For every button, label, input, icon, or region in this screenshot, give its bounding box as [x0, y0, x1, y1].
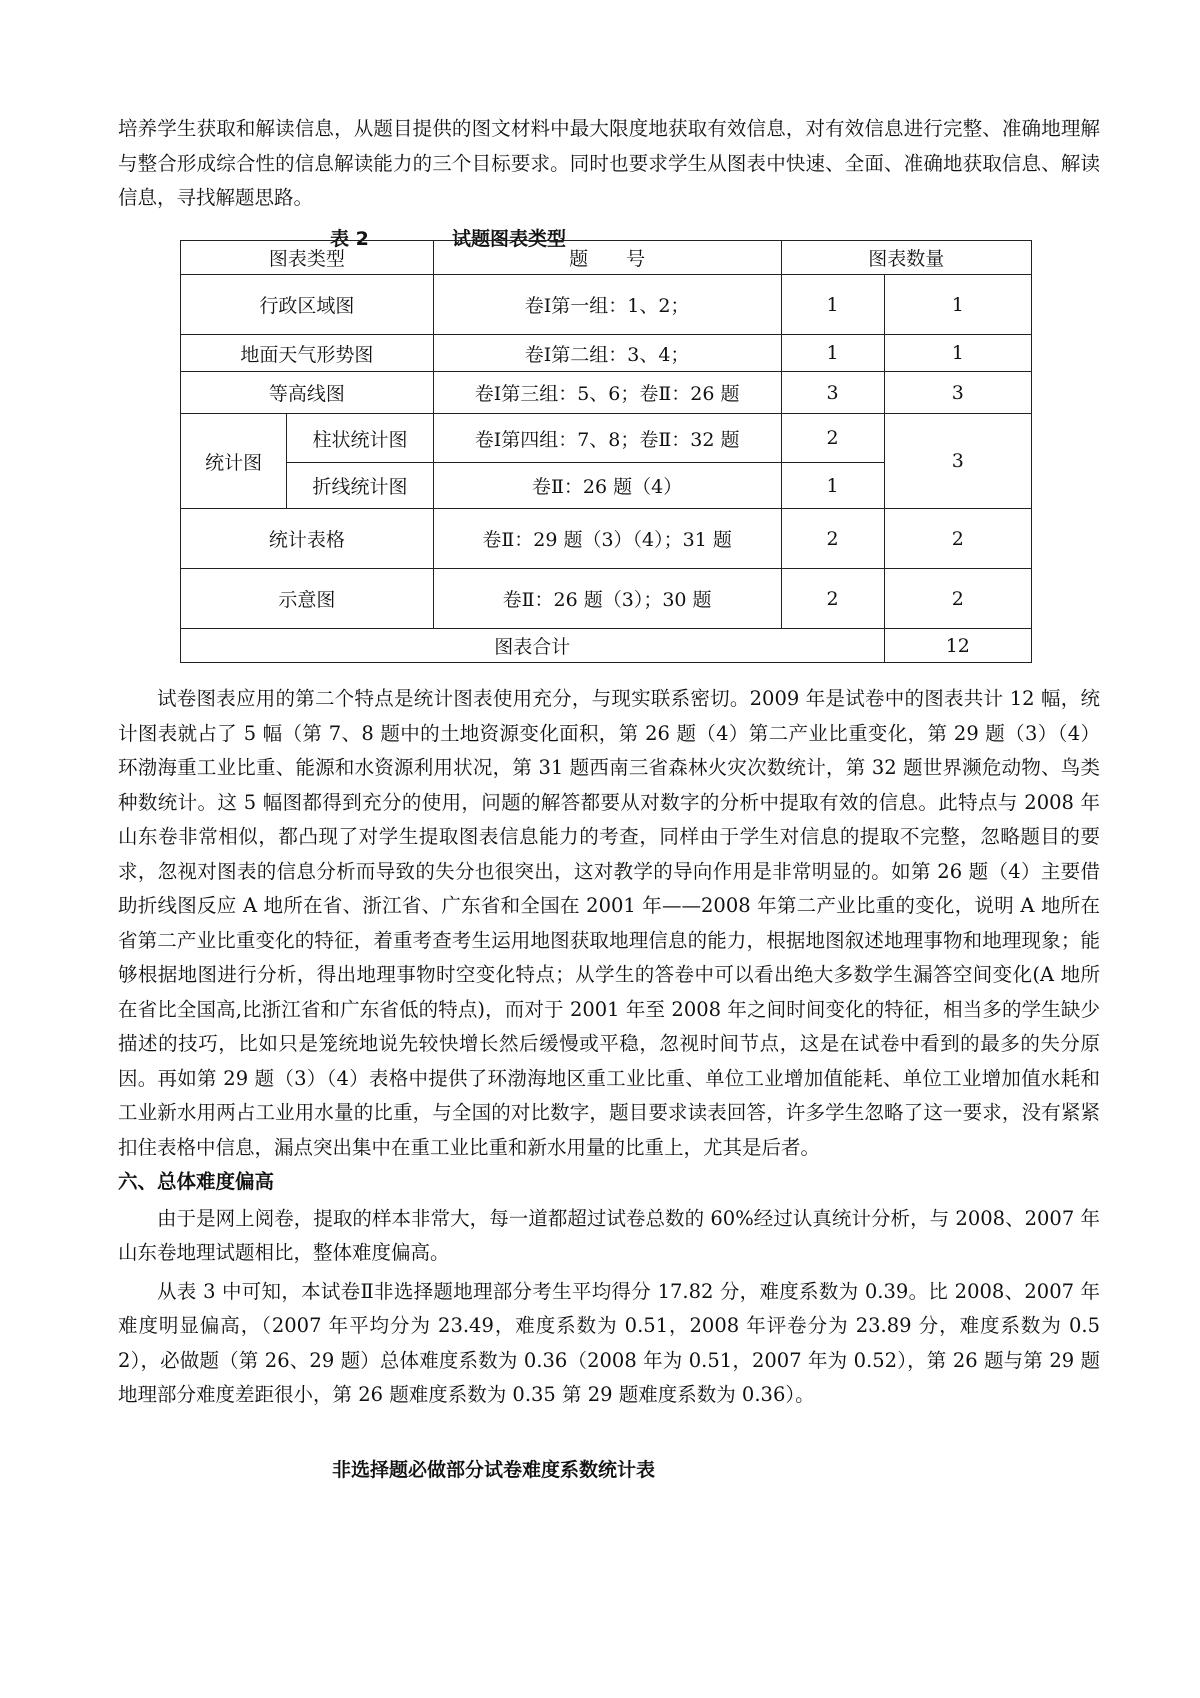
cell-type: 柱状统计图	[287, 414, 433, 463]
paragraph-chart-usage: 试卷图表应用的第二个特点是统计图表使用充分，与现实联系密切。2009 年是试卷中的图表共计 12 幅，统计图表就占了 5 幅（第 7、8 题中的土地资源变化面积，第 26 题（4）第二产业比重变化，第 29 题（3）（4）环渤海重工业比重、能源和水资源利用状况，第 31 题西南三省森林火灾次数统计，第 32 题世界濒危动物、鸟类种数统计。这 5 幅图都得到充分的使用，问题的解答都要从对数字的分析中提取有效的信息。此特点与 2008 年山东卷非常相似，都凸现了对学生提取图表信息能力的考查，同样由于学生对信息的提取不完整，忽略题目的要求，忽视对图表的信息分析而导致的失分也很突出，这对教学的导向作用是非常明显的。如第 26 题（4）主要借助折线图反应 A 地所在省、浙江省、广东省和全国在 2001 年——2008 年第二产业比重的变化，说明 A 地所在省第二产业比重变化的特征，着重考查考生运用地图获取地理信息的能力，根据地图叙述地理事物和地理现象；能够根据地图进行分析，得出地理事物时空变化特点；从学生的答卷中可以看出绝大多数学生漏答空间变化(A 地所在省比全国高,比浙江省和广东省低的特点)，而对于 2001 年至 2008 年之间时间变化的特征，相当多的学生缺少描述的技巧，比如只是笼统地说先较快增长然后缓慢或平稳，忽视时间节点，这是在试卷中看到的最多的失分原因。再如第 29 题（3）（4）表格中提供了环渤海地区重工业比重、单位工业增加值能耗、单位工业增加值水耗和工业新水用两占工业用水量的比重，与全国的对比数字，题目要求读表回答，许多学生忽略了这一要求，没有紧紧扣住表格中信息，漏点突出集中在重工业比重和新水用量的比重上，尤其是后者。	[118, 687, 1100, 1159]
cell-question: 卷Ⅰ第二组：3、4；	[433, 335, 781, 372]
cell-count: 1	[781, 275, 884, 335]
cell-question: 卷Ⅰ第一组：1、2；	[433, 275, 781, 335]
cell-count: 3	[781, 372, 884, 414]
paragraph-difficulty: 由于是网上阅卷，提取的样本非常大，每一道都超过试卷总数的 60%经过认真统计分析，与 2008、2007 年山东卷地理试题相比，整体难度偏高。	[118, 1206, 1100, 1264]
cell-type: 统计表格	[181, 509, 434, 569]
cell-type: 行政区域图	[181, 275, 434, 335]
cell-type: 地面天气形势图	[181, 335, 434, 372]
cell-count: 2	[781, 414, 884, 463]
cell-total: 3	[884, 372, 1031, 414]
cell-count: 1	[781, 335, 884, 372]
cell-total: 1	[884, 335, 1031, 372]
cell-count: 1	[781, 463, 884, 509]
chart-type-table	[180, 240, 1032, 663]
table-row	[181, 509, 1032, 569]
cell-count: 2	[781, 509, 884, 569]
table-row	[181, 372, 1032, 414]
sum-value: 12	[884, 629, 1031, 663]
cell-type: 等高线图	[181, 372, 434, 414]
cell-total: 2	[884, 509, 1031, 569]
cell-type: 折线统计图	[287, 463, 433, 509]
table-row	[181, 414, 1032, 463]
cell-question: 卷Ⅰ第三组：5、6；卷Ⅱ：26 题	[433, 372, 781, 414]
cell-question: 卷Ⅰ第四组：7、8；卷Ⅱ：32 题	[433, 414, 781, 463]
table-row	[181, 335, 1032, 372]
table-row	[181, 569, 1032, 629]
header-question: 题 号	[433, 241, 781, 275]
table2-number: 表 2	[330, 228, 369, 250]
header-type: 图表类型	[181, 241, 434, 275]
cell-total: 1	[884, 275, 1031, 335]
cell-count: 2	[781, 569, 884, 629]
cell-question: 卷Ⅱ：26 题（4）	[433, 463, 781, 509]
header-count: 图表数量	[781, 241, 1031, 275]
document-page	[118, 112, 1100, 1481]
table3-title: 非选择题必做部分试卷难度系数统计表	[332, 1458, 656, 1481]
cell-group: 统计图	[181, 414, 287, 509]
cell-type: 示意图	[181, 569, 434, 629]
paragraph-table3-analysis: 从表 3 中可知，本试卷Ⅱ非选择题地理部分考生平均得分 17.82 分，难度系数为 0.39。比 2008、2007 年难度明显偏高，（2007 年平均分为 23.49，难度系数为 0.51，2008 年评卷分为 23.89 分，难度系数为 0.52），必做题（第 26、29 题）总体难度系数为 0.36（2008 年为 0.51，2007 年为 0.52），第 26 题与第 29 题地理部分难度差距很小，第 26 题难度系数为 0.35 第 29 题难度系数为 0.36）。	[118, 1279, 1100, 1406]
sum-label: 图表合计	[181, 629, 885, 663]
paragraph-intro: 培养学生获取和解读信息，从题目提供的图文材料中最大限度地获取有效信息，对有效信息进行完整、准确地理解与整合形成综合性的信息解读能力的三个目标要求。同时也要求学生从图表中快速、全面、准确地获取信息、解读信息，寻找解题思路。	[118, 117, 1100, 209]
cell-question: 卷Ⅱ：26 题（3）；30 题	[433, 569, 781, 629]
table-sum-row	[181, 629, 1032, 663]
section-heading-six: 六、总体难度偏高	[118, 1170, 275, 1193]
cell-question: 卷Ⅱ：29 题（3）（4）；31 题	[433, 509, 781, 569]
table2-title: 试题图表类型	[452, 228, 567, 250]
table-header-row	[181, 241, 1032, 275]
cell-total: 3	[884, 414, 1031, 509]
cell-total: 2	[884, 569, 1031, 629]
table-row	[181, 275, 1032, 335]
